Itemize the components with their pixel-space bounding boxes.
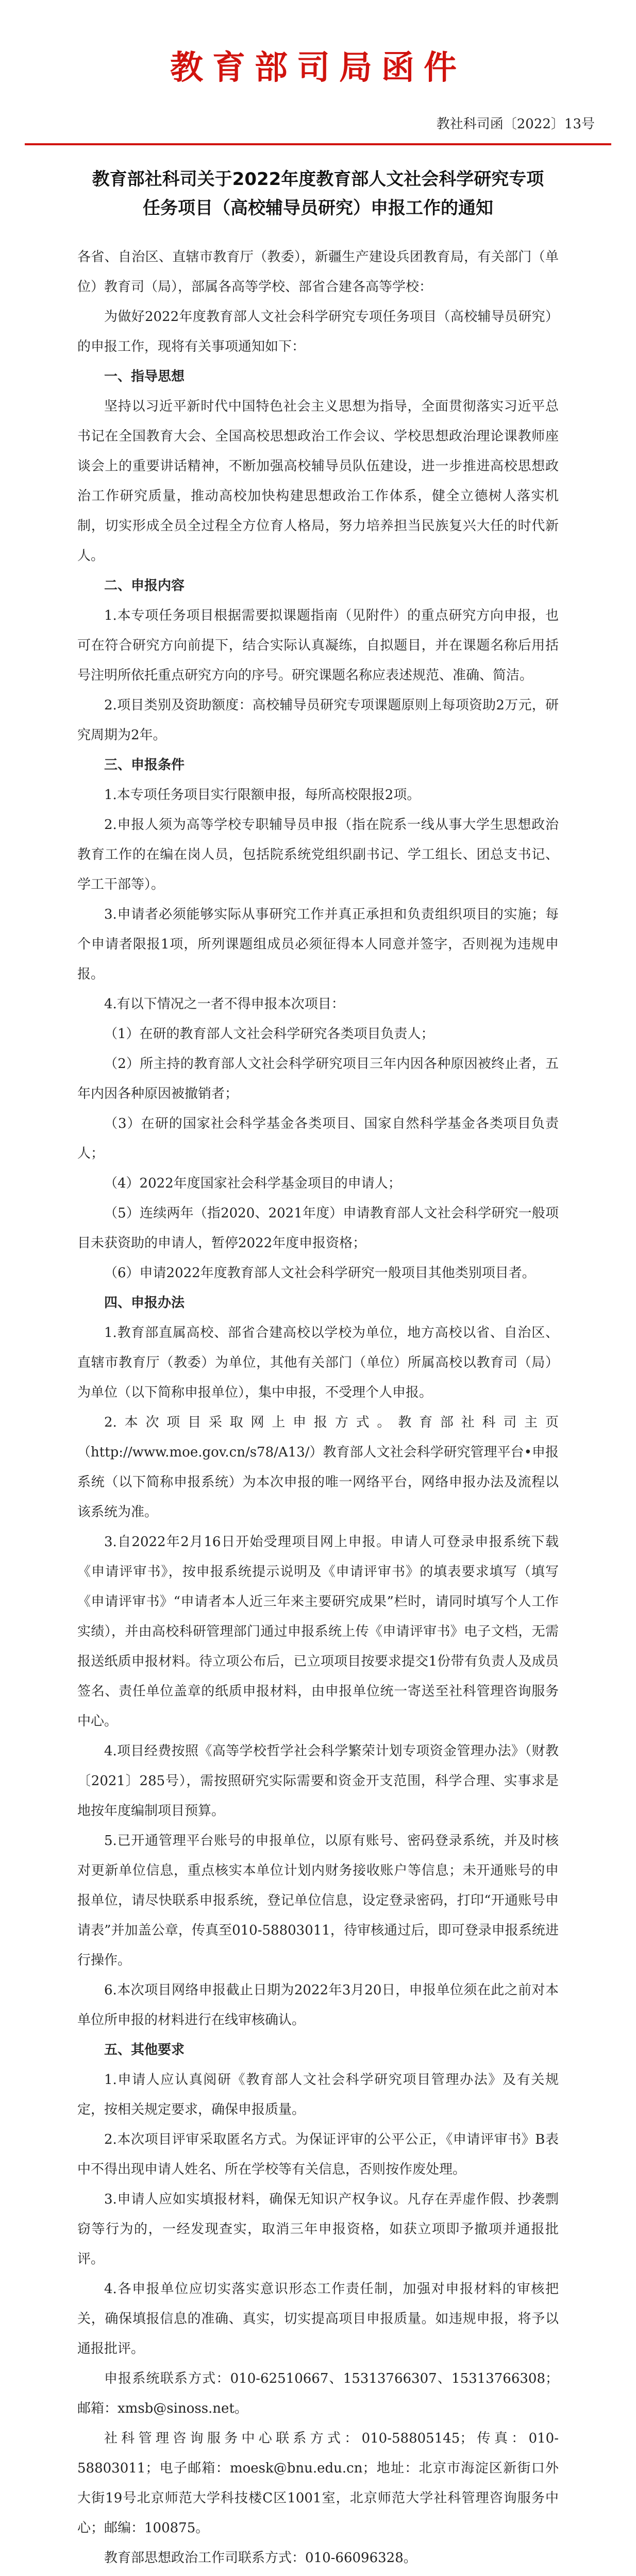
paragraph: 3.自2022年2月16日开始受理项目网上申报。申请人可登录申报系统下载《申请评审书》，按申报系统提示说明及《申请评审书》的填表要求填写（填写《申请评审书》“申请者本人近三年来主要研究成果”栏时，请同时填写个人工作实绩），并由高校科研管理部门通过申报系统上传《申请评审书》电子文档，无需报送纸质申报材料。待立项公布后，已立项项目按要求提交1份带有负责人及成员签名、责任单位盖章的纸质申报材料，由申报单位统一寄送至社科管理咨询服务中心。 <box>77 1534 559 1729</box>
document-number: 教社科司函〔2022〕13号 <box>436 116 595 132</box>
section-heading: 一、指导思想 <box>104 369 185 384</box>
paragraph: 4.项目经费按照《高等学校哲学社会科学繁荣计划专项资金管理办法》（财教〔2021〕285号），需按照研究实际需要和资金开支范围，科学合理、实事求是地按年度编制项目预算。 <box>77 1743 559 1819</box>
contact-paragraph: 申报系统联系方式：010-62510667、15313766307、15313766308；邮箱：xmsb@sinoss.net。 <box>77 2371 559 2416</box>
attachment <box>77 2573 559 2576</box>
paragraph: （4）2022年度国家社会科学基金项目的申请人； <box>104 1176 401 1191</box>
contact-paragraph: 社科管理咨询服务中心联系方式：010-58805145；传真：010-58803011；电子邮箱：moesk@bnu.edu.cn；地址：北京市海淀区新街口外大街19号北京师范大学科技楼C区1001室，北京师范大学社科管理咨询服务中心；邮编：100875。 <box>77 2431 559 2536</box>
paragraph: （5）连续两年（指2020、2021年度）申请教育部人文社会科学研究一般项目未获资助的申请人，暂停2022年度申报资格； <box>77 1206 559 1251</box>
paragraph: 2.本次项目评审采取匿名方式。为保证评审的公平公正，《申请评审书》B表中不得出现申请人姓名、所在学校等有关信息，否则按作废处理。 <box>77 2132 559 2177</box>
section-heading: 四、申报办法 <box>104 1295 185 1311</box>
paragraph: 4.有以下情况之一者不得申报本次项目： <box>104 996 345 1012</box>
paragraph: 坚持以习近平新时代中国特色社会主义思想为指导，全面贯彻落实习近平总书记在全国教育大会、全国高校思想政治工作会议、学校思想政治理论课教师座谈会上的重要讲话精神，不断加强高校辅导员队伍建设，进一步推进高校思想政治工作研究质量，推动高校加快构建思想政治工作体系，健全立德树人落实机制，切实形成全员全过程全方位育人格局，努力培养担当民族复兴大任的时代新人。 <box>77 399 559 564</box>
section-heading: 三、申报条件 <box>104 757 185 773</box>
section-heading: 二、申报内容 <box>104 578 185 594</box>
paragraph: 6.本次项目网络申报截止日期为2022年3月20日，申报单位须在此之前对本单位所申报的材料进行在线审核确认。 <box>77 1982 559 2028</box>
masthead: 教育部司局函件 <box>170 49 466 87</box>
document-title-line-2: 任务项目（高校辅导员研究）申报工作的通知 <box>143 198 493 218</box>
paragraph: 3.申请者必须能够实际从事研究工作并真正承担和负责组织项目的实施；每个申请者限报1项，所列课题组成员必须征得本人同意并签字，否则视为违规申报。 <box>77 907 559 982</box>
document-body <box>77 242 559 2576</box>
paragraph: 2.申报人须为高等学校专职辅导员申报（指在院系一线从事大学生思想政治教育工作的在编在岗人员，包括院系统党组织副书记、学工组长、团总支书记、学工干部等）。 <box>77 817 559 892</box>
paragraph: 2.本次项目采取网上申报方式。教育部社科司主页（http://www.moe.gov.cn/s78/A13/）教育部人文社会科学研究管理平台•申报系统（以下简称申报系统）为本次申报的唯一网络平台，网络申报办法及流程以该系统为准。 <box>77 1415 559 1520</box>
red-rule-top <box>25 143 611 145</box>
intro-paragraph: 为做好2022年度教育部人文社会科学研究专项任务项目（高校辅导员研究）的申报工作，现将有关事项通知如下： <box>77 309 559 354</box>
paragraph: （1）在研的教育部人文社会科学研究各类项目负责人； <box>104 1026 434 1042</box>
paragraph: 2.项目类别及资助额度：高校辅导员研究专项课题原则上每项资助2万元，研究周期为2年。 <box>77 698 559 743</box>
paragraph: （6）申请2022年度教育部人文社会科学研究一般项目其他类别项目者。 <box>104 1265 535 1281</box>
paragraph: 5.已开通管理平台账号的申报单位，以原有账号、密码登录系统，并及时核对更新单位信息，重点核实本单位计划内财务接收账户等信息；未开通账号的申报单位，请尽快联系申报系统，登记单位信息，设定登录密码，打印“开通账号申请表”并加盖公章，传真至010-58803011，待审核通过后，即可登录申报系统进行操作。 <box>77 1833 559 1968</box>
paragraph: 1.申请人应认真阅研《教育部人文社会科学研究项目管理办法》及有关规定，按相关规定要求，确保申报质量。 <box>77 2072 559 2117</box>
section-heading: 五、其他要求 <box>104 2042 185 2058</box>
contact-paragraph: 教育部思想政治工作司联系方式：010-66096328。 <box>104 2550 417 2566</box>
paragraph: （3）在研的国家社会科学基金各类项目、国家自然科学基金各类项目负责人； <box>77 1116 559 1161</box>
paragraph: （2）所主持的教育部人文社会科学研究项目三年内因各种原因被终止者，五年内因各种原因被撤销者； <box>77 1056 559 1101</box>
paragraph: 4.各申报单位应切实落实意识形态工作责任制，加强对申报材料的审核把关，确保填报信息的准确、真实，切实提高项目申报质量。如违规申报，将予以通报批评。 <box>77 2281 559 2357</box>
paragraph: 1.教育部直属高校、部省合建高校以学校为单位，地方高校以省、自治区、直辖市教育厅（教委）为单位，其他有关部门（单位）所属高校以教育司（局）为单位（以下简称申报单位），集中申报，不受理个人申报。 <box>77 1325 559 1400</box>
salutation: 各省、自治区、直辖市教育厅（教委），新疆生产建设兵团教育局，有关部门（单位）教育司（局），部属各高等学校、部省合建各高等学校： <box>77 249 559 295</box>
document-title-line-1: 教育部社科司关于2022年度教育部人文社会科学研究专项 <box>92 169 544 190</box>
paragraph: 3.申请人应如实填报材料，确保无知识产权争议。凡存在弄虚作假、抄袭剽窃等行为的，一经发现查实，取消三年申报资格，如获立项即予撤项并通报批评。 <box>77 2192 559 2267</box>
paragraph: 1.本专项任务项目根据需要拟课题指南（见附件）的重点研究方向申报，也可在符合研究方向前提下，结合实际认真凝练，自拟题目，并在课题名称后用括号注明所依托重点研究方向的序号。研究课题名称应表述规范、准确、简洁。 <box>77 608 559 683</box>
paragraph: 1.本专项任务项目实行限额申报，每所高校限报2项。 <box>104 787 421 803</box>
